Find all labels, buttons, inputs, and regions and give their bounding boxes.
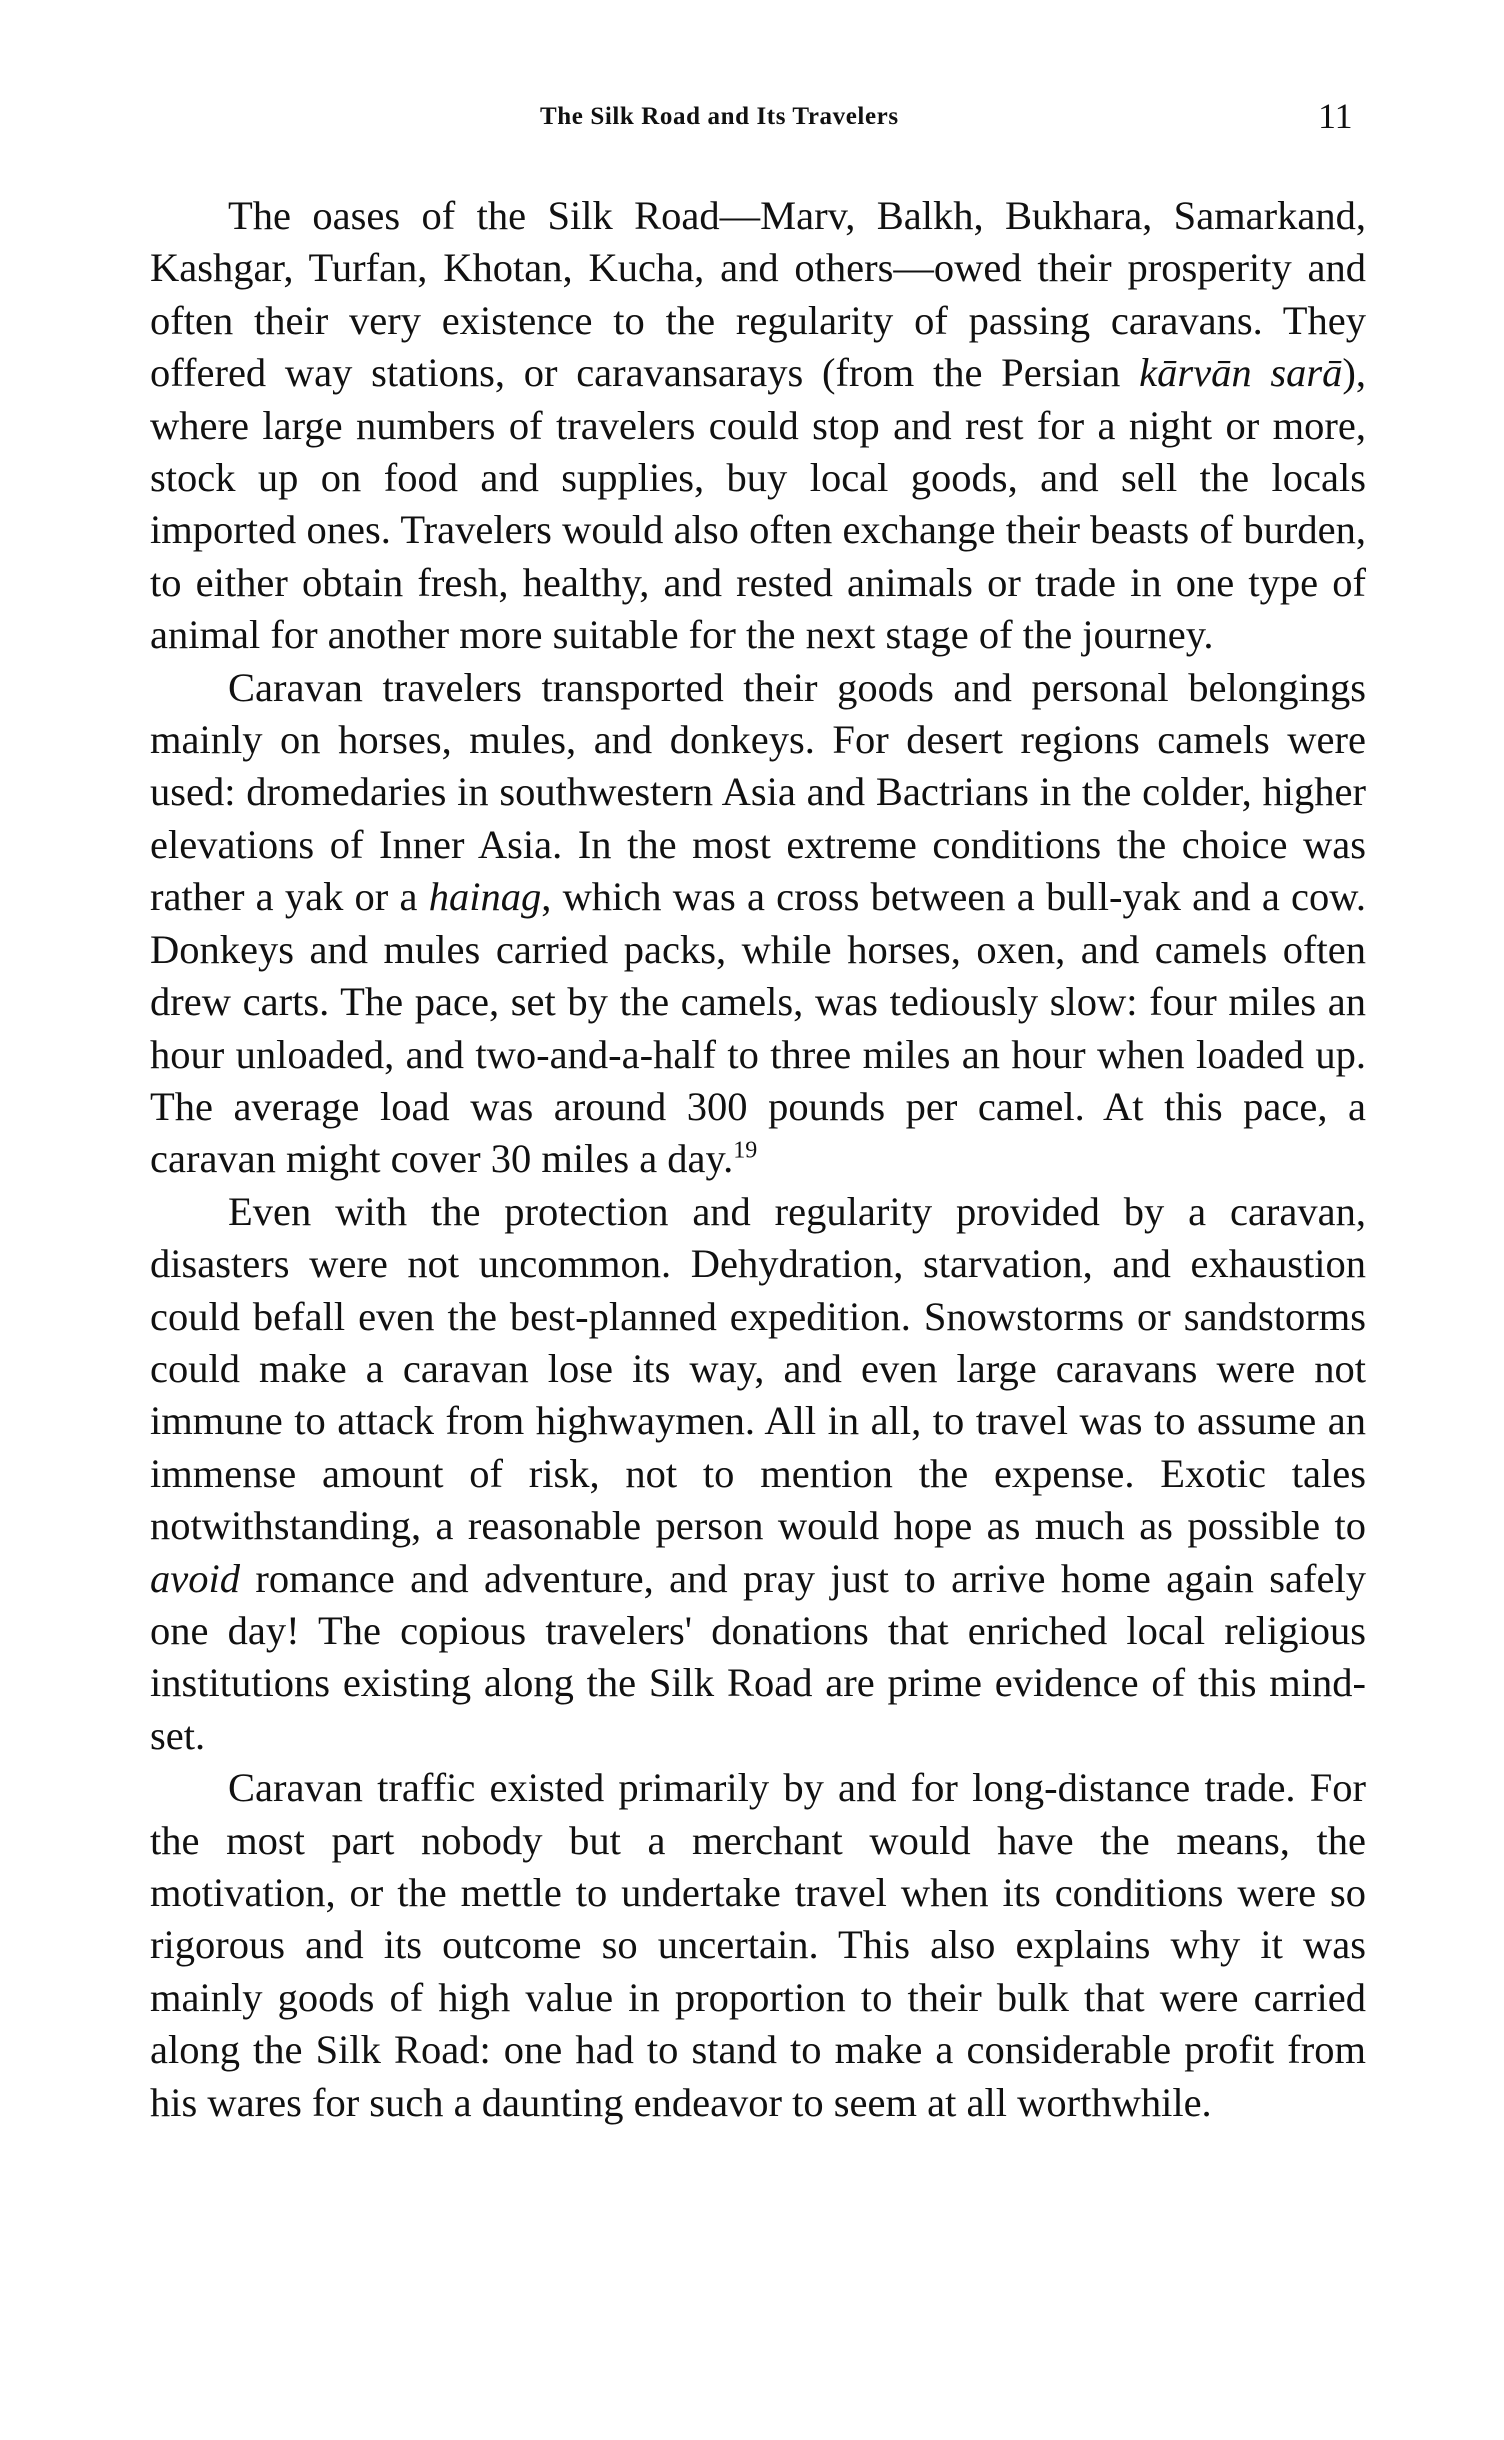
italic-term-hainag: hainag (428, 874, 542, 920)
paragraph-text: Even with the protection and regularity provided by a caravan, disasters were not uncommon. Dehydration, starvation, and exhaustion could befall even the best-planned expedition. Snowstorms or sandstorms could make a caravan lose its way, and even large caravans were not immune to attack from highwaymen. All in all, to travel was to assume an immense amount of risk, not to mention the expense. Exotic tales notwithstanding, a reasonable person would hope as much as possible to (150, 1188, 1366, 1549)
running-header (0, 95, 1504, 145)
body-text (150, 190, 1366, 2129)
paragraph-disasters (150, 1186, 1366, 1762)
paragraph-text: The oases of the Silk Road—Marv, Balkh, Bukhara, Samarkand, Kashgar, Turfan, Khotan, Kucha, and others—owed their prosperity and often their very existence to the regularity of passing caravans. They offered way stations, or caravansarays (from the Persian (150, 193, 1366, 396)
paragraph-caravan-animals (150, 662, 1366, 1186)
paragraph-text: Caravan traffic existed primarily by and for long-distance trade. For the most part nobody but a merchant would have the means, the motivation, or the mettle to undertake travel when its conditions were so rigorous and its outcome so uncertain. This also explains why it was mainly goods of high value in proportion to their bulk that were carried along the Silk Road: one had to stand to make a considerable profit from his wares for such a daunting endeavor to seem at all worthwhile. (150, 1765, 1366, 2125)
paragraph-text: , which was a cross between a bull-yak and a cow. Donkeys and mules carried packs, while horses, oxen, and camels often drew carts. The pace, set by the camels, was tediously slow: four miles an hour unloaded, and two-and-a-half to three miles an hour when loaded up. The average load was around 300 pounds per camel. At this pace, a caravan might cover 30 miles a day. (150, 874, 1367, 1182)
footnote-reference[interactable]: 19 (733, 1137, 758, 1164)
paragraph-trade (150, 1762, 1366, 2129)
paragraph-text: Caravan travelers transported their goods and personal belongings mainly on horses, mules, and donkeys. For desert regions camels were used: dromedaries in southwestern Asia and Bactrians in the colder, higher elevations of Inner Asia. In the most extreme conditions the choice was rather a yak or a (150, 664, 1366, 920)
paragraph-oases (150, 190, 1366, 662)
italic-emphasis-avoid: avoid (150, 1555, 240, 1601)
italic-term-karvan-sara: kārvān sarā (1139, 350, 1343, 396)
paragraph-text: romance and adventure, and pray just to arrive home again safely one day! The copious travelers' donations that enriched local religious institutions existing along the Silk Road are prime evidence of this mind-set. (150, 1555, 1366, 1758)
paragraph-text: ), where large numbers of travelers could stop and rest for a night or more, stock up on food and supplies, buy local goods, and sell the locals imported ones. Travelers would also often exchange their beasts of burden, to either obtain fresh, healthy, and rested animals or trade in one type of animal for another more suitable for the next stage of the journey. (150, 350, 1366, 658)
page-number: 11 (1318, 96, 1353, 136)
running-title: The Silk Road and Its Travelers (540, 103, 899, 130)
